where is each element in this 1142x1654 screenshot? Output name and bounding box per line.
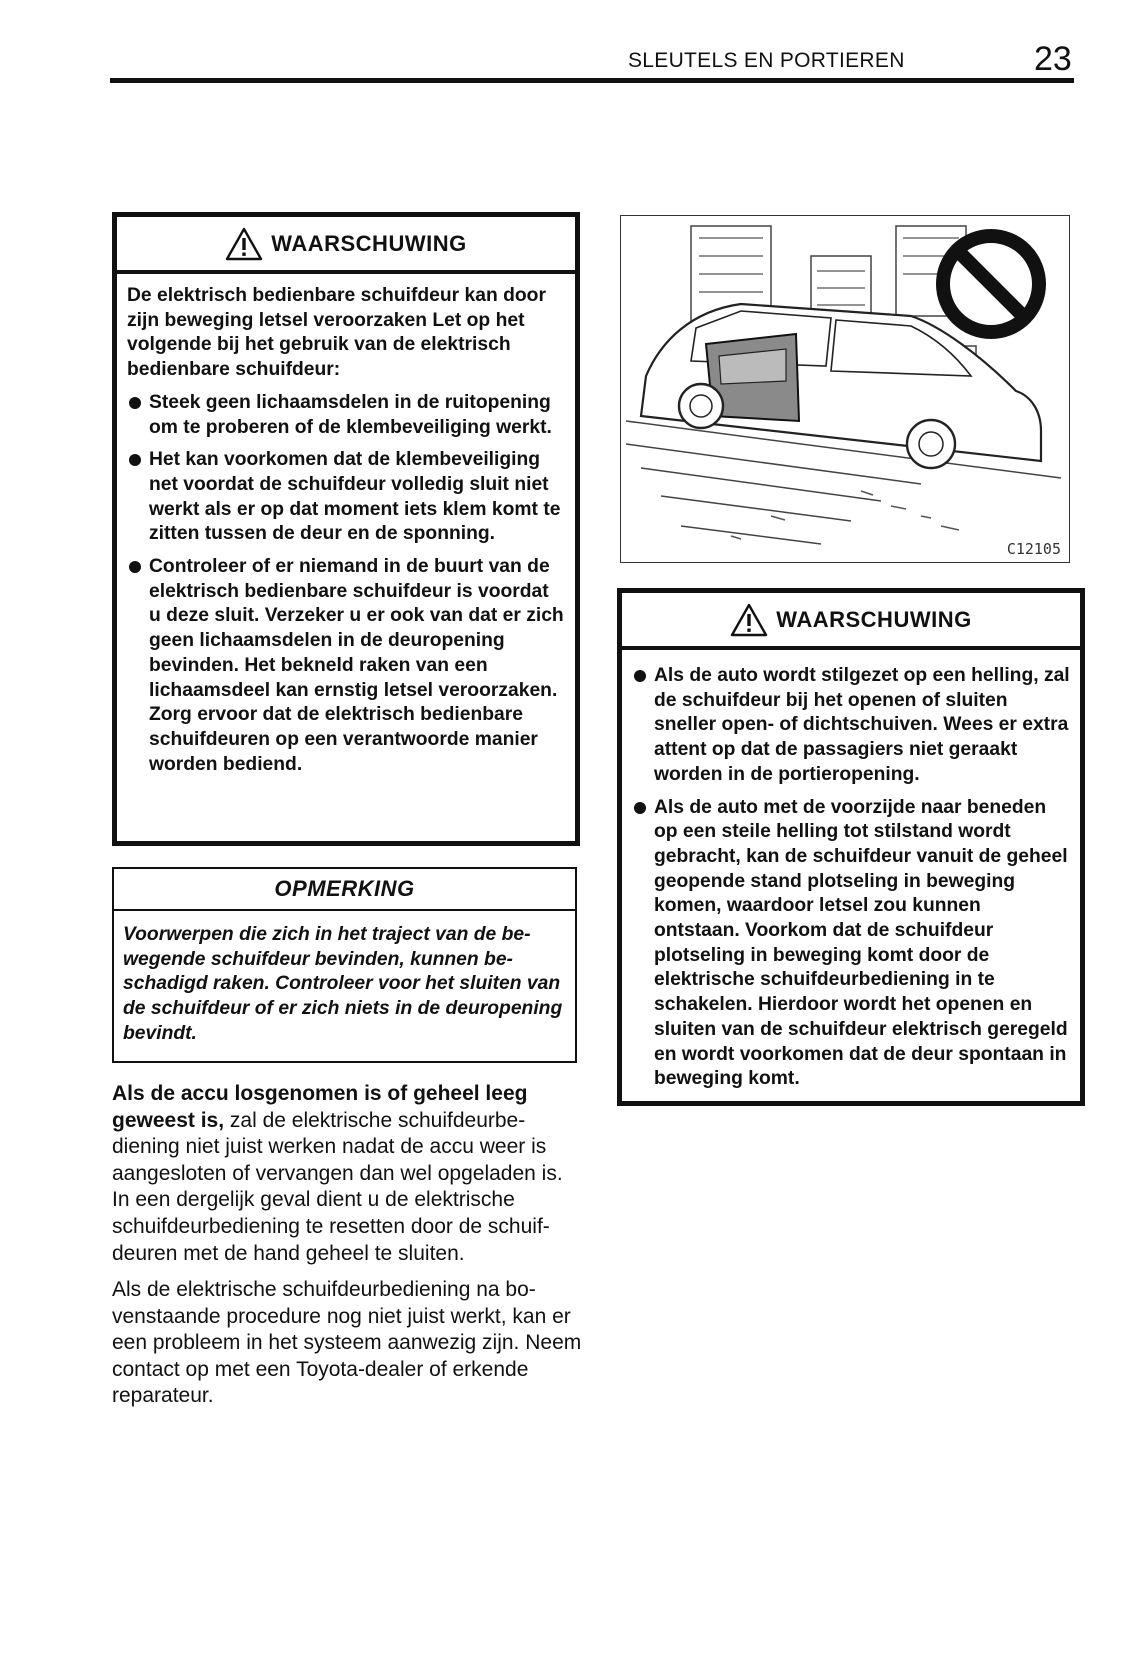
illustration	[620, 215, 1070, 563]
bullet-icon	[129, 454, 141, 466]
warning-box-right	[617, 588, 1085, 1106]
warning-box-left	[112, 212, 580, 846]
minivan-on-slope-illustration	[621, 216, 1068, 561]
note-title: OPMERKING	[114, 869, 575, 911]
battery-lead: Als de accu losgenomen is of geheel leeg geweest is,	[112, 1082, 528, 1132]
bullet-icon	[129, 397, 141, 409]
note-text: Voorwerpen die zich in het traject van de bewegende schuifdeur bevinden, kunnen beschadigd raken. Controleer voor het sluiten van de schuifdeur of er zich niets in de deuropening bevindt.	[123, 924, 563, 1044]
bullet-icon	[634, 670, 646, 682]
warning-title: WAARSCHUWING	[776, 606, 972, 632]
warning-header	[117, 217, 575, 274]
warning-triangle-icon	[225, 227, 263, 261]
list-item: Het kan voorkomen dat de klembeveiliging net voordat de schuifdeur volledig sluit niet werkt als er op dat moment iets klem komt te zitten tussen de deur en de sponning.	[127, 448, 565, 547]
note-box	[112, 867, 577, 1063]
bullet-icon	[634, 802, 646, 814]
battery-paragraph	[112, 1081, 582, 1267]
warning-intro: De elektrisch bedienbare schuifdeur kan door zijn beweging letsel veroorzaken Let op het volgende bij het gebruik van de elektrisch bedienbare schuifdeur:	[127, 285, 546, 381]
list-item: Als de auto wordt stilgezet op een helling, zal de schuifdeur bij het openen of sluiten sneller open‑ of dichtschuiven. Wees er extra attent op dat de passagiers niet geraakt worden in de portieropening.	[632, 664, 1070, 788]
bullet-icon	[129, 561, 141, 573]
dealer-paragraph: Als de elektrische schuifdeurbediening na bovenstaande procedure nog niet juist werkt, kan er een probleem in het systeem aanwezig zijn. Neem contact op met een Toyota‑dealer of erkende reparateur.	[112, 1278, 582, 1408]
figure-code: C12105	[1006, 540, 1061, 558]
section-title: SLEUTELS EN PORTIEREN	[628, 49, 905, 72]
list-item: Als de auto met de voorzijde naar beneden op een steile helling tot stilstand wordt gebracht, kan de schuifdeur vanuit de geheel geopende stand plotseling in beweging komen, waardoor letsel zou kunnen ontstaan. Voorkom dat de schuifdeur plotseling in beweging komt door de elektrische schuifdeurbediening in te schakelen. Hierdoor wordt het openen en sluiten van de schuifdeur elektrisch geregeld en wordt voorkomen dat de deur spontaan in beweging komt.	[632, 796, 1070, 1092]
header-rule	[110, 78, 1074, 83]
page-number: 23	[1034, 40, 1072, 78]
list-item: Controleer of er niemand in de buurt van de elektrisch bedienbare schuifdeur is voordat u deze sluit. Verzeker u er ook van dat er zich geen lichaamsdelen in de deuropening bevinden. Het bekneld raken van een lichaamsdeel kan ernstig letsel veroorzaken. Zorg ervoor dat de elektrisch bedienbare schuifdeuren op een verantwoorde manier worden bediend.	[127, 555, 565, 777]
warning-triangle-icon	[730, 603, 768, 637]
battery-text: zal de elektrische schuifdeurbediening niet juist werken nadat de accu weer is aangesloten of vervangen dan wel opgeladen is. In een dergelijk geval dient u de elektrische schuifdeurbediening te resetten door de schuifdeuren met de hand geheel te sluiten.	[112, 1108, 563, 1265]
list-item: Steek geen lichaamsdelen in de ruitopening om te proberen of de klembeveiliging werkt.	[127, 391, 565, 440]
warning-title: WAARSCHUWING	[271, 230, 467, 256]
warning-header	[622, 593, 1080, 650]
